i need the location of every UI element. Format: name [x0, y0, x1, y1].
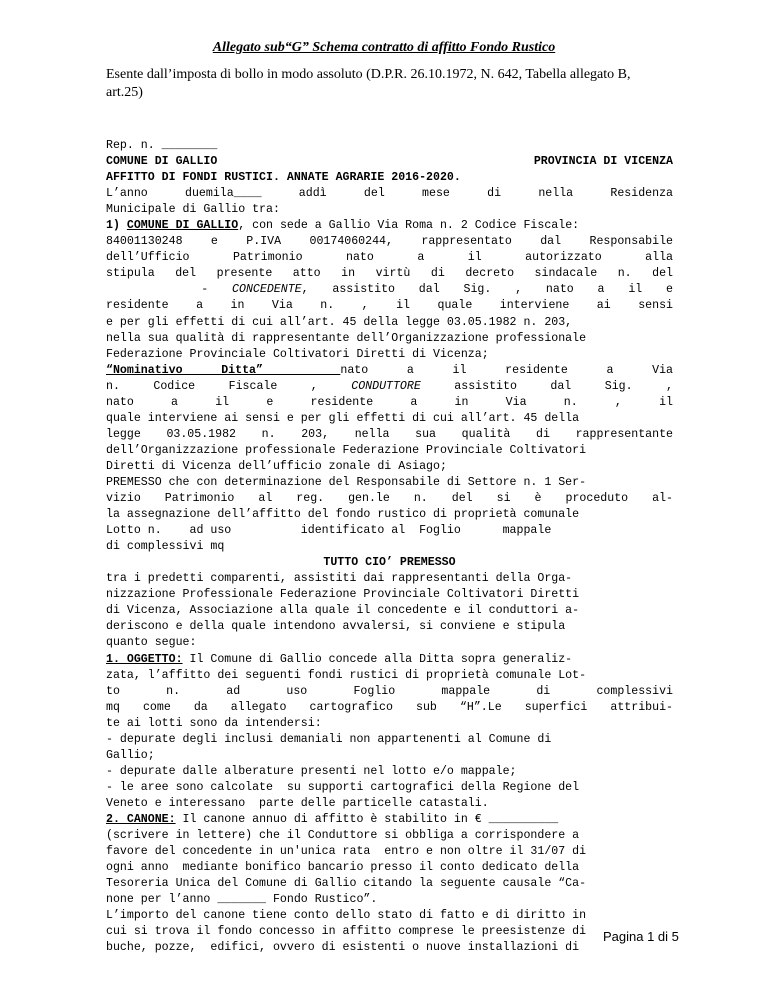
concedente-line	[106, 282, 673, 298]
text-line: Veneto e interessano parte delle particelle catastali.	[106, 796, 489, 810]
text-line: buche, pozze, edifici, ovvero di esistenti o nuove installazioni di	[106, 941, 580, 955]
conduttore-label: CONDUTTORE	[351, 379, 421, 393]
text-line: di complessivi mq	[106, 540, 225, 554]
oggetto-label: 1. OGGETTO:	[106, 652, 183, 666]
text-line: dell’Organizzazione professionale Federazione Provinciale Coltivatori	[106, 443, 587, 457]
text-line: Gallio;	[106, 748, 155, 762]
ditta-details: nato a il residente a Via	[340, 363, 674, 377]
text-line: - depurate degli inclusi demaniali non appartenenti al Comune di	[106, 732, 552, 746]
text-line: quanto segue:	[106, 636, 197, 650]
party-one-number: 1)	[106, 219, 127, 233]
stamp-duty-exemption-note: Esente dall’imposta di bollo in modo assoluto (D.P.R. 26.10.1972, N. 642, Tabella allegato B, art.25)	[106, 67, 631, 100]
text-line: Tesoreria Unica del Comune di Gallio citando la seguente causale “Ca-	[106, 877, 587, 891]
text-line: dell’Ufficio Patrimonio nato a il autorizzato alla	[106, 251, 673, 265]
text-line: favore del concedente in un'unica rata entro e non oltre il 31/07 di	[106, 845, 587, 859]
text-line: Federazione Provinciale Coltivatori Diretti di Vicenza;	[106, 347, 489, 361]
text-line: stipula del presente atto in virtù di decreto sindacale n. del	[106, 267, 673, 281]
text-line: L’anno duemila____ addì del mese di nella Residenza	[106, 187, 673, 201]
text-line: e per gli effetti di cui all’art. 45 della legge 03.05.1982 n. 203,	[106, 315, 573, 329]
party-one-name: COMUNE DI GALLIO	[126, 219, 239, 233]
text-line: PREMESSO che con determinazione del Responsabile di Settore n. 1 Ser-	[106, 475, 587, 489]
provincia-heading: PROVINCIA DI VICENZA	[533, 155, 673, 169]
party-one-line	[106, 218, 673, 234]
text-line: nella sua qualità di rappresentante dell’Organizzazione professionale	[106, 331, 587, 345]
text-line: te ai lotti sono da intendersi:	[106, 716, 322, 730]
text-line: Lotto n. ad uso identificato al Foglio mappale	[106, 524, 552, 538]
party-one-details: , con sede a Gallio Via Roma n. 2 Codice Fiscale:	[238, 219, 580, 233]
canone-text: Il canone annuo di affitto è stabilito in € __________	[175, 812, 559, 826]
text-line: tra i predetti comparenti, assistiti dai rappresentanti della Orga-	[106, 572, 573, 586]
text-line: Municipale di Gallio tra:	[106, 203, 280, 217]
text-line: quale interviene ai sensi e per gli effetti di cui all’art. 45 della	[106, 411, 580, 425]
text-line: mq come da allegato cartografico sub “H”.Le superfici attribui-	[106, 700, 673, 714]
contract-body	[106, 138, 673, 956]
text-line: none per l’anno _______ Fondo Rustico”.	[106, 893, 378, 907]
conduttore-prefix: n. Codice Fiscale ,	[106, 379, 352, 393]
repertorio-line: Rep. n. ________	[106, 139, 218, 152]
text-line: residente a in Via n. , il quale interviene ai sensi	[106, 299, 673, 313]
canone-line	[106, 812, 673, 828]
oggetto-text: Il Comune di Gallio concede alla Ditta sopra generaliz-	[182, 652, 573, 666]
text-line: cui si trova il fondo concesso in affitto comprese le preesistenze di	[106, 925, 587, 939]
text-line: nato a il e residente a in Via n. , il	[106, 395, 673, 409]
parties-heading-line	[106, 154, 673, 170]
text-line: ogni anno mediante bonifico bancario presso il conto dedicato della	[106, 861, 580, 875]
text-line: Diretti di Vicenza dell’ufficio zonale di Asiago;	[106, 459, 447, 473]
concedente-details: , assistito dal Sig. , nato a il e	[301, 283, 673, 297]
text-line: la assegnazione dell’affitto del fondo rustico di proprietà comunale	[106, 508, 580, 522]
text-line: legge 03.05.1982 n. 203, nella sua qualità di rappresentante	[106, 427, 673, 441]
contract-title: AFFITTO DI FONDI RUSTICI. ANNATE AGRARIE 2016-2020.	[106, 171, 461, 185]
nominativo-ditta: “Nominativo Ditta”	[106, 363, 341, 377]
text-line: nizzazione Professionale Federazione Provinciale Coltivatori Diretti	[106, 588, 580, 602]
text-line: (scrivere in lettere) che il Conduttore si obbliga a corrispondere a	[106, 829, 580, 843]
dash-prefix: -	[106, 283, 233, 297]
text-line: - le aree sono calcolate su supporti cartografici della Regione del	[106, 780, 580, 794]
document-header: Allegato sub“G” Schema contratto di affitto Fondo Rustico	[212, 40, 556, 55]
ditta-line	[106, 363, 673, 379]
page-number: Pagina 1 di 5	[603, 929, 679, 944]
comune-heading: COMUNE DI GALLIO	[106, 155, 218, 169]
canone-label: 2. CANONE:	[106, 812, 176, 826]
oggetto-line	[106, 652, 673, 668]
text-line: to n. ad uso Foglio mappale di complessivi	[106, 684, 673, 698]
text-line: di Vicenza, Associazione alla quale il concedente e il conduttori a-	[106, 604, 580, 618]
concedente-label: CONCEDENTE	[232, 283, 302, 297]
conduttore-line	[106, 379, 673, 395]
premesso-heading: TUTTO CIO’ PREMESSO	[323, 556, 456, 570]
conduttore-details: assistito dal Sig. ,	[420, 379, 673, 393]
text-line: deriscono e della quale intendono avvalersi, si conviene e stipula	[106, 620, 566, 634]
text-line: 84001130248 e P.IVA 00174060244, rappresentato dal Responsabile	[106, 235, 673, 249]
text-line: - depurate dalle alberature presenti nel lotto e/o mappale;	[106, 764, 517, 778]
text-line: L’importo del canone tiene conto dello stato di fatto e di diritto in	[106, 909, 587, 923]
text-line: vizio Patrimonio al reg. gen.le n. del si è proceduto al-	[106, 492, 673, 506]
text-line: zata, l’affitto dei seguenti fondi rustici di proprietà comunale Lot-	[106, 668, 587, 682]
